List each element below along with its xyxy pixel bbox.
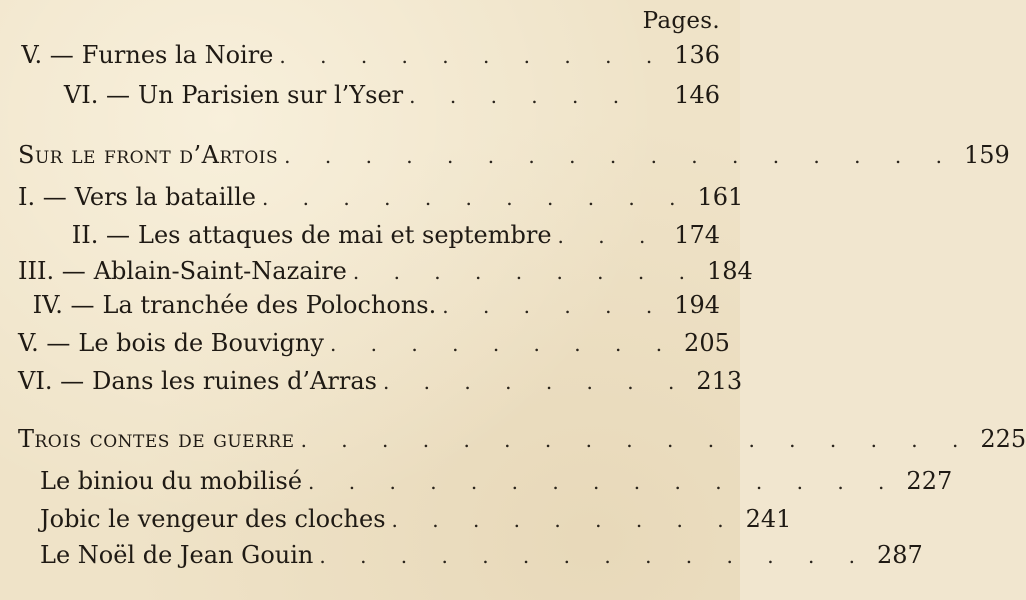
toc-entry xyxy=(18,182,744,212)
pages-column-header: Pages. xyxy=(642,8,720,34)
page-number: 174 xyxy=(674,221,720,249)
entry-title: Un Parisien sur l’Yser xyxy=(138,81,404,109)
page-number: 241 xyxy=(745,505,792,533)
dot-leader: . . . . . . . . . . . . . . . . . xyxy=(300,428,973,452)
toc-entry xyxy=(18,220,720,250)
entry-title: La tranchée des Polochons. xyxy=(102,291,437,319)
chapter-number: VI. — xyxy=(18,367,85,395)
chapter-number: I. — xyxy=(18,183,67,211)
dot-leader: . . . . . . . . . . . . . . . . . xyxy=(284,144,956,168)
entry-title: Furnes la Noire xyxy=(81,41,274,69)
toc-entry xyxy=(18,366,743,396)
toc-entry xyxy=(18,328,730,358)
dot-leader: . . . . . . . . . xyxy=(352,260,699,284)
chapter-number: VI. — xyxy=(63,81,130,109)
page-number: 205 xyxy=(684,329,730,357)
entry-title: Les attaques de mai et septembre xyxy=(138,221,552,249)
page-number: 287 xyxy=(877,541,923,569)
toc-entry xyxy=(40,466,953,496)
entry-title: Le biniou du mobilisé xyxy=(40,467,303,495)
dot-leader: . . . . . . . . xyxy=(382,370,689,394)
chapter-number: III. — xyxy=(18,257,86,285)
dot-leader: . . . . . . . . . . xyxy=(279,44,667,68)
entry-title: Le Noël de Jean Gouin xyxy=(40,541,314,569)
toc-entry xyxy=(18,40,720,70)
section-title: Trois contes de guerre xyxy=(18,425,295,453)
entry-title: Jobic le vengeur des cloches xyxy=(40,505,386,533)
toc-entry xyxy=(18,80,720,110)
page-number: 146 xyxy=(674,81,720,109)
section-title: Sur le front d’Artois xyxy=(18,141,279,169)
dot-leader: . . . . . . xyxy=(442,294,667,318)
toc-entry xyxy=(40,540,923,570)
entry-title: Le bois de Bouvigny xyxy=(78,329,324,357)
page-number: 213 xyxy=(696,367,743,395)
toc-section-entry xyxy=(18,424,1026,454)
toc-section-entry xyxy=(18,140,1010,170)
toc-entry xyxy=(18,256,753,286)
entry-title: Dans les ruines d’Arras xyxy=(92,367,377,395)
toc-entry xyxy=(40,504,792,534)
dot-leader: . . . . . . . . . . . xyxy=(261,186,690,210)
page-number: 225 xyxy=(980,425,1026,453)
chapter-number: II. — xyxy=(71,221,130,249)
page-number: 161 xyxy=(697,183,744,211)
page-number: 184 xyxy=(706,257,753,285)
chapter-number: V. — xyxy=(21,41,74,69)
dot-leader: . . . xyxy=(557,224,660,248)
chapter-number: V. — xyxy=(18,329,71,357)
dot-leader: . . . . . . . . . . . . . . xyxy=(319,544,870,568)
dot-leader: . . . . . . . . . . . . . . . xyxy=(308,470,899,494)
toc-entry xyxy=(18,290,720,320)
page-number: 159 xyxy=(963,141,1010,169)
page-number: 136 xyxy=(674,41,720,69)
entry-title: Ablain-Saint-Nazaire xyxy=(93,257,347,285)
chapter-number: IV. — xyxy=(32,291,95,319)
dot-leader: . . . . . . xyxy=(409,84,634,108)
entry-title: Vers la bataille xyxy=(74,183,256,211)
page-number: 227 xyxy=(906,467,953,495)
dot-leader: . . . . . . . . . xyxy=(391,508,738,532)
dot-leader: . . . . . . . . . xyxy=(329,332,677,356)
page-number: 194 xyxy=(674,291,720,319)
